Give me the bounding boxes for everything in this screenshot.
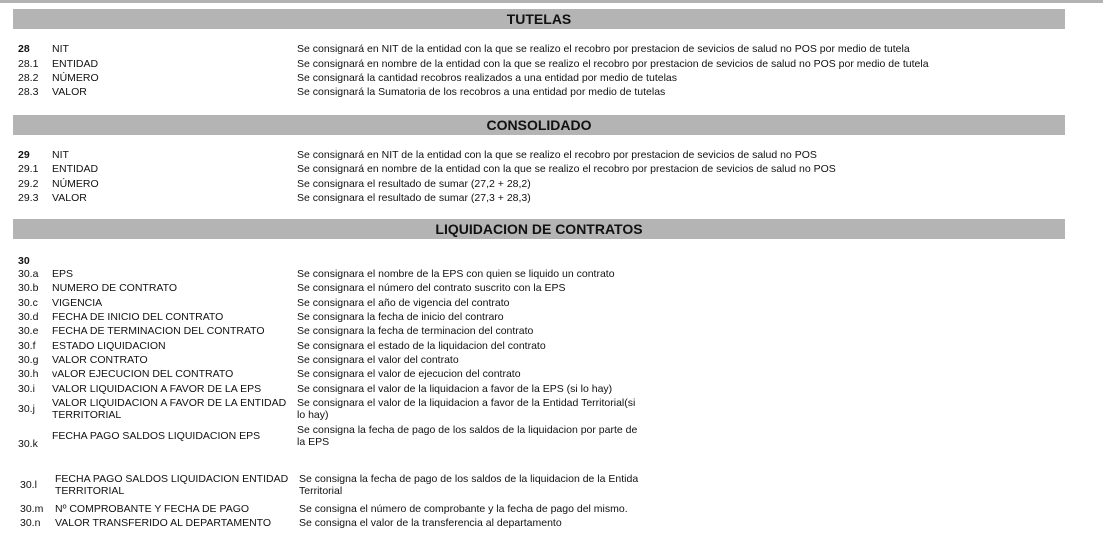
section-title-liquidacion: LIQUIDACION DE CONTRATOS: [13, 219, 1065, 239]
row-number: 28: [18, 43, 30, 55]
field-name: ENTIDAD: [52, 58, 99, 70]
field-description: Se consignará en nombre de la entidad con la que se realizo el recobro por prestacion de sevicios de salud no POS por medio de tutela: [297, 58, 929, 70]
field-name: NÚMERO: [52, 178, 99, 190]
field-name: NUMERO DE CONTRATO: [52, 282, 178, 294]
table-row: [0, 177, 1103, 191]
row-number: 30.f: [18, 340, 36, 352]
table-row: [0, 367, 1103, 381]
field-description: Se consignara el resultado de sumar (27,3 + 28,3): [297, 192, 531, 204]
field-description: Se consigna la fecha de pago de los saldos de la liquidacion de la Entida Territorial: [299, 473, 639, 497]
table-row: [0, 382, 1103, 396]
field-description: Se consignará la Sumatoria de los recobros a una entidad por medio de tutelas: [297, 86, 666, 98]
field-description: Se consignará en NIT de la entidad con la que se realizo el recobro por prestacion de sevicios de salud no POS: [297, 149, 817, 161]
field-description: Se consignara el valor de la liquidacion a favor de la EPS (si lo hay): [297, 383, 613, 395]
field-name: EPS: [52, 268, 74, 280]
field-name: FECHA PAGO SALDOS LIQUIDACION ENTIDAD TERRITORIAL: [55, 473, 289, 497]
field-description: Se consignara el número del contrato suscrito con la EPS: [297, 282, 566, 294]
field-name: FECHA DE INICIO DEL CONTRATO: [52, 311, 224, 323]
row-number: 29.2: [18, 178, 39, 190]
section-title-tutelas: TUTELAS: [13, 9, 1065, 29]
table-row: [0, 267, 1103, 281]
table-row: [0, 254, 1103, 268]
field-name: Nº COMPROBANTE Y FECHA DE PAGO: [55, 503, 250, 515]
table-row: [0, 324, 1103, 338]
field-name: vALOR EJECUCION DEL CONTRATO: [52, 368, 234, 380]
field-description: Se consigna el número de comprobante y la fecha de pago del mismo.: [299, 503, 628, 515]
row-number: 30.b: [18, 282, 39, 294]
table-row: [0, 339, 1103, 353]
field-name: FECHA PAGO SALDOS LIQUIDACION EPS: [52, 430, 261, 442]
top-rule: [0, 0, 1103, 3]
field-name: VALOR CONTRATO: [52, 354, 148, 366]
table-row: [0, 296, 1103, 310]
row-number: 28.1: [18, 58, 39, 70]
field-name: VALOR LIQUIDACION A FAVOR DE LA ENTIDAD TERRITORIAL: [52, 397, 287, 421]
table-row: [0, 148, 1103, 162]
row-number: 28.3: [18, 86, 39, 98]
field-description: Se consignara el estado de la liquidacion del contrato: [297, 340, 546, 352]
field-description: Se consignara la fecha de terminacion del contrato: [297, 325, 534, 337]
field-name: NÚMERO: [52, 72, 99, 84]
row-number: 29.3: [18, 192, 39, 204]
field-name: VIGENCIA: [52, 297, 103, 309]
table-row: [0, 310, 1103, 324]
table-row: [0, 71, 1103, 85]
row-number: 30.e: [18, 325, 39, 337]
field-name: VALOR TRANSFERIDO AL DEPARTAMENTO: [55, 517, 272, 529]
table-row: [0, 57, 1103, 71]
field-name: VALOR LIQUIDACION A FAVOR DE LA EPS: [52, 383, 262, 395]
row-number: 30.a: [18, 268, 39, 280]
field-name: NIT: [52, 149, 69, 161]
row-number: 30.h: [18, 368, 39, 380]
field-description: Se consignará en nombre de la entidad con la que se realizo el recobro por prestacion de sevicios de salud no POS: [297, 163, 836, 175]
field-name: VALOR: [52, 86, 87, 98]
field-name: VALOR: [52, 192, 87, 204]
field-description: Se consignara el resultado de sumar (27,2 + 28,2): [297, 178, 531, 190]
row-number: 30.m: [20, 503, 44, 515]
field-name: NIT: [52, 43, 69, 55]
field-description: Se consigna el valor de la transferencia al departamento: [299, 517, 562, 529]
field-description: Se consignara el valor del contrato: [297, 354, 459, 366]
row-number: 30.k: [18, 438, 38, 450]
section-title-consolidado: CONSOLIDADO: [13, 115, 1065, 135]
row-number: 30.l: [20, 479, 37, 491]
row-number: 28.2: [18, 72, 39, 84]
table-row: [0, 281, 1103, 295]
row-number: 29: [18, 149, 30, 161]
field-description: Se consignará la cantidad recobros realizados a una entidad por medio de tutelas: [297, 72, 677, 84]
row-number: 30.c: [18, 297, 38, 309]
field-name: ENTIDAD: [52, 163, 99, 175]
field-description: Se consignara el año de vigencia del contrato: [297, 297, 510, 309]
field-description: Se consignara la fecha de inicio del contraro: [297, 311, 504, 323]
row-number: 30.d: [18, 311, 39, 323]
table-row: [0, 502, 1103, 516]
row-number: 29.1: [18, 163, 39, 175]
row-number: 30: [18, 255, 30, 267]
field-description: Se consignara el valor de ejecucion del contrato: [297, 368, 521, 380]
table-row: [0, 353, 1103, 367]
field-name: FECHA DE TERMINACION DEL CONTRATO: [52, 325, 265, 337]
field-description: Se consignara el valor de la liquidacion a favor de la Entidad Territorial(si lo hay): [297, 397, 636, 421]
table-row: [0, 516, 1103, 530]
field-name: ESTADO LIQUIDACION: [52, 340, 166, 352]
table-row: [0, 162, 1103, 176]
row-number: 30.n: [20, 517, 41, 529]
table-row: [0, 191, 1103, 205]
table-row: [0, 85, 1103, 99]
field-description: Se consigna la fecha de pago de los saldos de la liquidacion por parte de la EPS: [297, 424, 638, 448]
field-description: Se consignara el nombre de la EPS con quien se liquido un contrato: [297, 268, 615, 280]
row-number: 30.g: [18, 354, 39, 366]
row-number: 30.j: [18, 403, 35, 415]
row-number: 30.i: [18, 383, 35, 395]
field-description: Se consignará en NIT de la entidad con la que se realizo el recobro por prestacion de sevicios de salud no POS por medio de tutela: [297, 43, 910, 55]
table-row: [0, 42, 1103, 56]
